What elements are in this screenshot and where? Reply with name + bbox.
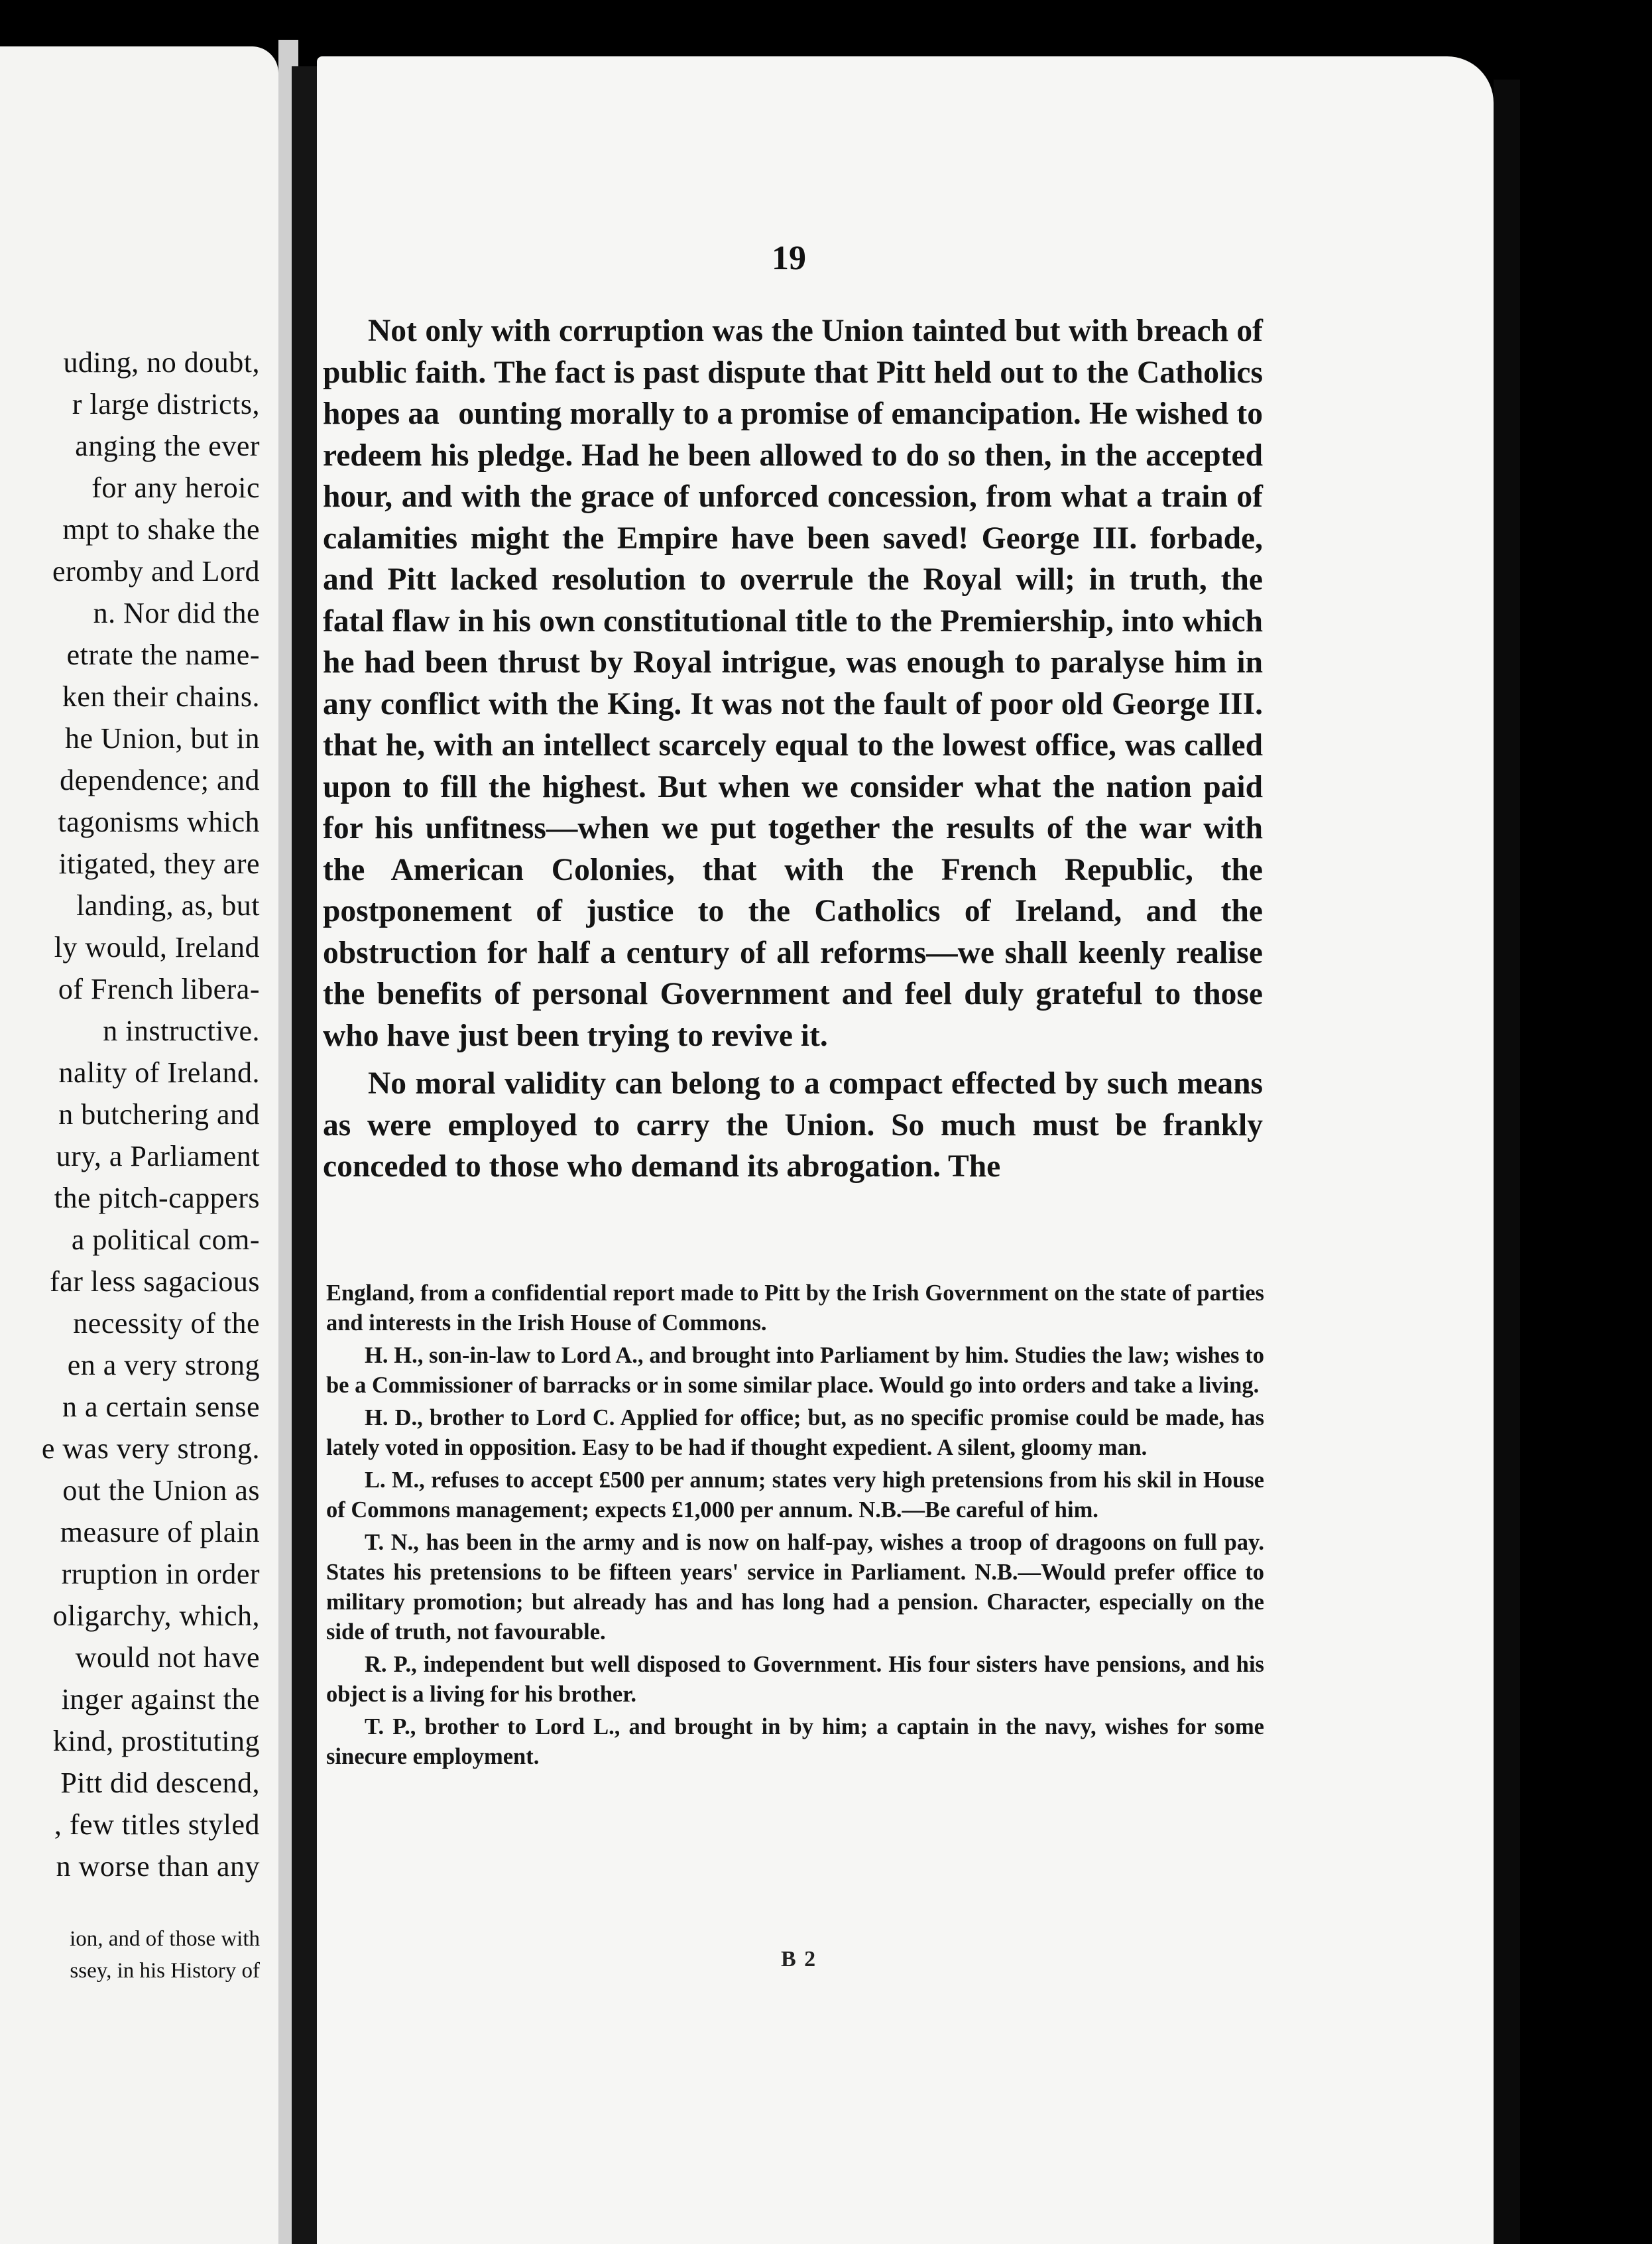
previous-page-line: e was very strong. bbox=[41, 1432, 260, 1465]
footnote-entry: L. M., refuses to accept £500 per annum; states very high pretensions from his skil in House of Commons management; expects £1,000 per annum. N.B.—Be careful of him. bbox=[326, 1467, 1264, 1523]
previous-page-line: the pitch-cappers bbox=[54, 1182, 260, 1214]
previous-page-line: eromby and Lord bbox=[52, 555, 260, 588]
previous-page-line: dependence; and bbox=[60, 764, 260, 796]
previous-page-line: ury, a Parliament bbox=[56, 1140, 260, 1172]
previous-page-line: kind, prostituting bbox=[52, 1725, 260, 1757]
footnote-entry: R. P., independent but well disposed to Government. His four sisters have pensions, and his object is a living for his brother. bbox=[326, 1652, 1264, 1707]
previous-page-line: uding, no doubt, bbox=[63, 346, 260, 379]
previous-page-line: he Union, but in bbox=[65, 722, 260, 755]
previous-page-line: inger against the bbox=[61, 1683, 260, 1715]
page-edge-shadow bbox=[1494, 80, 1520, 2244]
previous-page-line: nality of Ireland. bbox=[58, 1056, 260, 1089]
previous-page-line: measure of plain bbox=[60, 1516, 260, 1548]
previous-page-line: n a certain sense bbox=[62, 1391, 260, 1423]
footnote-intro: England, from a confidential report made to Pitt by the Irish Government on the state of parties and interests in the Irish House of Commons. bbox=[326, 1280, 1264, 1336]
previous-page-line: Pitt did descend, bbox=[60, 1767, 260, 1799]
previous-page-line: far less sagacious bbox=[50, 1265, 260, 1298]
previous-page-footnote bbox=[0, 1923, 260, 1987]
previous-page-line: oligarchy, which, bbox=[52, 1599, 260, 1632]
page-number: 19 bbox=[772, 239, 806, 277]
previous-page-line: rruption in order bbox=[61, 1558, 260, 1590]
previous-page-line: n. Nor did the bbox=[93, 597, 260, 629]
previous-page-line: for any heroic bbox=[91, 471, 260, 504]
previous-page-line: r large districts, bbox=[72, 388, 260, 420]
previous-page-footnote-line: ion, and of those with bbox=[70, 1927, 260, 1951]
previous-page-line: tagonisms which bbox=[58, 806, 260, 838]
footnote-entry: T. N., has been in the army and is now on half-pay, wishes a troop of dragoons on full pay. States his pretensions to be fifteen years' service in Parliament. N.B.—Would prefer office to military promotion; but already has and has long had a pension. Character, especially on the side of truth, not favourable. bbox=[326, 1530, 1264, 1645]
previous-page-line: itigated, they are bbox=[58, 847, 260, 880]
footnote-entry: T. P., brother to Lord L., and brought in by him; a captain in the navy, wishes for some sinecure employment. bbox=[326, 1714, 1264, 1769]
previous-page bbox=[0, 46, 278, 2244]
previous-page-line: would not have bbox=[75, 1641, 260, 1674]
previous-page-line: mpt to shake the bbox=[62, 513, 260, 546]
previous-page-line: necessity of the bbox=[73, 1307, 260, 1340]
binding-gutter bbox=[292, 66, 318, 2244]
footnote bbox=[326, 1278, 1264, 1775]
footnote-entry: H. D., brother to Lord C. Applied for office; but, as no specific promise could be made, has lately voted in opposition. Easy to be had if thought expedient. A silent, gloomy man. bbox=[326, 1405, 1264, 1460]
previous-page-line: landing, as, but bbox=[76, 889, 260, 922]
previous-page-text bbox=[0, 342, 260, 1887]
paragraph: No moral validity can belong to a compact effected by such means as were employed to carry the Union. So much must be frankly conceded to those who demand its abrogation. The bbox=[323, 1066, 1263, 1184]
previous-page-line: n butchering and bbox=[58, 1098, 260, 1131]
previous-page-line: of French libera- bbox=[58, 973, 260, 1005]
signature-mark: B 2 bbox=[781, 1947, 817, 1971]
previous-page-line: en a very strong bbox=[67, 1349, 260, 1381]
previous-page-footnote-line: ssey, in his History of bbox=[70, 1959, 260, 1983]
previous-page-line: ken their chains. bbox=[62, 680, 260, 713]
previous-page-line: n worse than any bbox=[56, 1850, 260, 1883]
previous-page-line: anging the ever bbox=[75, 430, 260, 462]
paragraph: Not only with corruption was the Union tainted but with breach of public faith. The fact is past dispute that Pitt held out to the Catholics hopes aа ounting morally to a promise of emancipation. He wished to redeem his pledge. Had he been allowed to do so then, in the accepted hour, and with the grace of unforced concession, from what a train of calamities might the Empire have been saved! George III. forbade, and Pitt lacked resolution to overrule the Royal will; in truth, the fatal flaw in his own constitutional title to the Premiership, into which he had been thrust by Royal intrigue, was enough to paralyse him in any conflict with the King. It was not the fault of poor old George III. that he, with an intellect scarcely equal to the lowest office, was called upon to fill the highest. But when we consider what the nation paid for his unfitness—when we put together the results of the war with the American Colonies, that with the French Republic, the postponement of justice to the Catholics of Ireland, and the obstruction for half a century of all reforms—we shall keenly realise the benefits of personal Government and feel duly grateful to those who have just been trying to revive it. bbox=[323, 314, 1263, 1053]
previous-page-line: n instructive. bbox=[103, 1015, 260, 1047]
previous-page-line: a political com- bbox=[71, 1223, 260, 1256]
previous-page-line: ly would, Ireland bbox=[54, 931, 260, 964]
previous-page-line: , few titles styled bbox=[54, 1808, 260, 1841]
main-text bbox=[323, 310, 1263, 1188]
previous-page-line: out the Union as bbox=[62, 1474, 260, 1507]
footnote-entry: H. H., son-in-law to Lord A., and brought into Parliament by him. Studies the law; wishes to be a Commissioner of barracks or in some similar place. Would go into orders and take a living. bbox=[326, 1343, 1264, 1398]
previous-page-line: etrate the name- bbox=[66, 639, 260, 671]
